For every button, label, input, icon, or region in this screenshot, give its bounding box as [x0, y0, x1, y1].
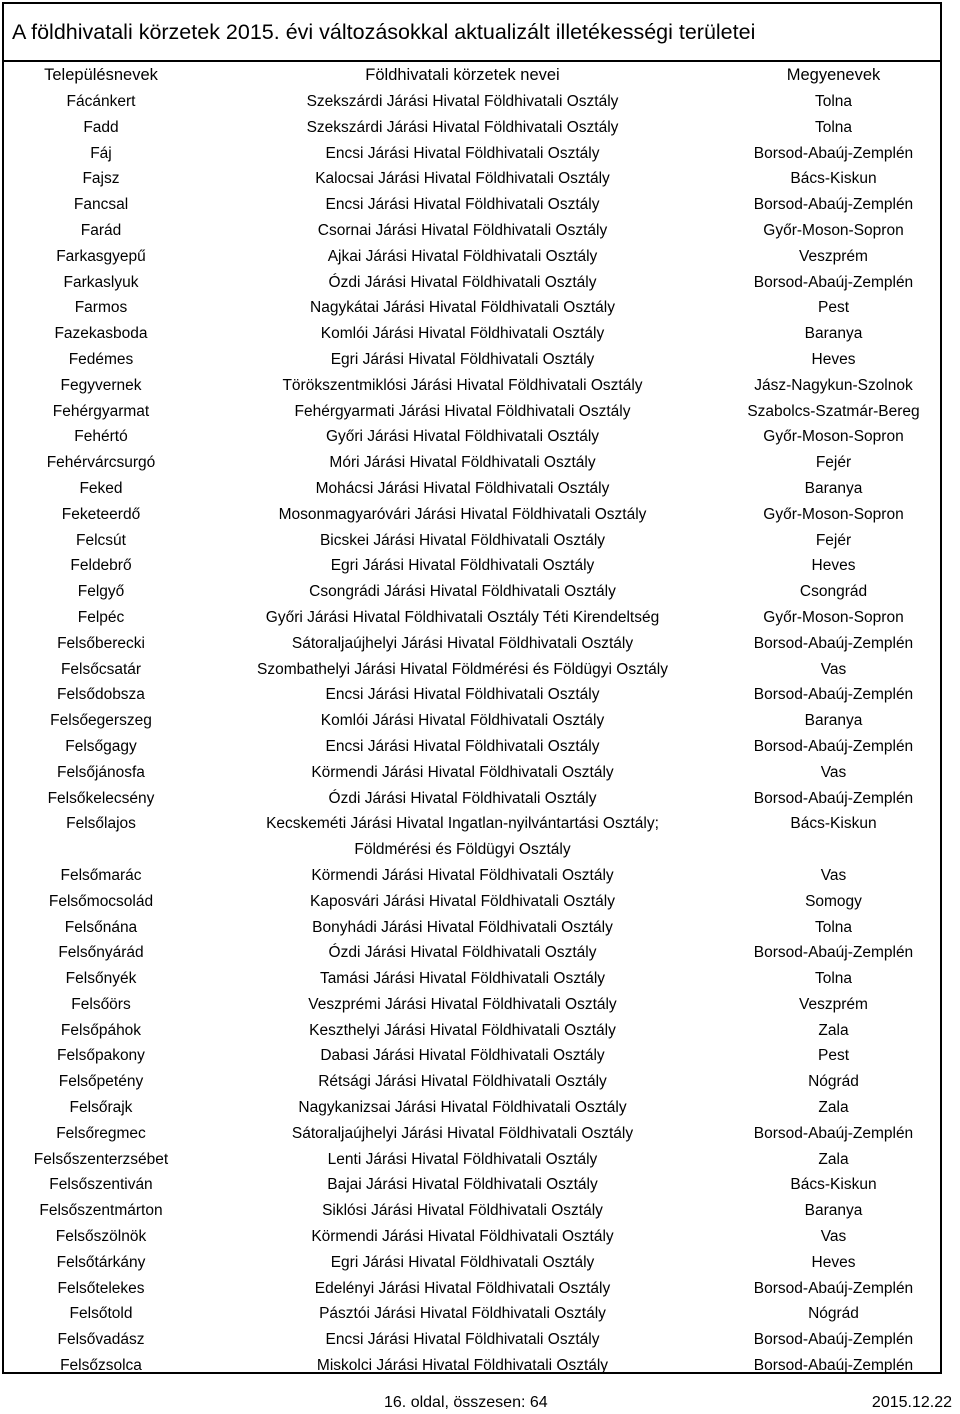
- table-row: [4, 450, 940, 476]
- table-row: [4, 1198, 940, 1224]
- county-cell: Baranya: [804, 1202, 863, 1220]
- settlement-cell: Fegyvernek: [60, 376, 142, 394]
- settlement-cell: Felsőnána: [64, 918, 138, 936]
- county-cell: Fejér: [815, 454, 852, 472]
- page-title: A földhivatali körzetek 2015. évi változásokkal aktualizált illetékességi területei: [4, 4, 940, 62]
- office-cell: Keszthelyi Járási Hivatal Földhivatali Osztály: [309, 1021, 616, 1039]
- county-cell: Baranya: [804, 712, 863, 730]
- county-cell: Bács-Kiskun: [790, 815, 877, 833]
- county-cell: Borsod-Abaúj-Zemplén: [753, 273, 914, 291]
- county-cell: Vas: [820, 763, 847, 781]
- office-cell: Siklósi Járási Hivatal Földhivatali Osztály: [322, 1202, 603, 1220]
- table-row: [4, 424, 940, 450]
- county-cell: Borsod-Abaúj-Zemplén: [753, 686, 914, 704]
- county-cell: Csongrád: [799, 583, 868, 601]
- office-cell: Sátoraljaújhelyi Járási Hivatal Földhivatali Osztály: [291, 1124, 634, 1142]
- office-cell: Körmendi Járási Hivatal Földhivatali Osztály: [311, 866, 614, 884]
- office-cell: Bonyhádi Járási Hivatal Földhivatali Osztály: [312, 918, 613, 936]
- table-row: [4, 347, 940, 373]
- county-cell: Bács-Kiskun: [790, 1176, 877, 1194]
- settlement-cell: Felsőszentiván: [49, 1176, 153, 1194]
- page-number: 16. oldal, összesen: 64: [384, 1394, 548, 1411]
- table-row: [4, 295, 940, 321]
- office-cell: Encsi Járási Hivatal Földhivatali Osztály: [325, 196, 600, 214]
- table-row: [4, 1121, 940, 1147]
- county-cell: Győr-Moson-Sopron: [763, 428, 904, 446]
- document-date: 2015.12.22: [871, 1394, 952, 1411]
- office-cell: Törökszentmiklósi Járási Hivatal Földhivatali Osztály: [282, 376, 643, 394]
- table-row: [4, 682, 940, 708]
- table-row: [4, 244, 940, 270]
- office-cell: Edelényi Járási Hivatal Földhivatali Osztály: [314, 1279, 611, 1297]
- settlement-cell: Fehérvárcsurgó: [46, 454, 156, 472]
- county-cell: Borsod-Abaúj-Zemplén: [753, 944, 914, 962]
- office-cell: Körmendi Járási Hivatal Földhivatali Osztály: [311, 763, 614, 781]
- settlement-cell: Felsőmarác: [60, 866, 142, 884]
- office-cell: Komlói Járási Hivatal Földhivatali Osztály: [320, 712, 605, 730]
- county-cell: Tolna: [814, 918, 853, 936]
- county-cell: Borsod-Abaúj-Zemplén: [753, 1357, 914, 1375]
- table-row: [4, 889, 940, 915]
- county-cell: Baranya: [804, 479, 863, 497]
- settlement-cell: Felsőberecki: [57, 634, 145, 652]
- office-cell: Szekszárdi Járási Hivatal Földhivatali Osztály: [306, 118, 619, 136]
- table-row: [4, 166, 940, 192]
- column-header-county: Megyenevek: [786, 66, 881, 84]
- table-row: [4, 605, 940, 631]
- table-row: [4, 192, 940, 218]
- table-row: [4, 1018, 940, 1044]
- county-cell: Borsod-Abaúj-Zemplén: [753, 737, 914, 755]
- office-cell: Csornai Járási Hivatal Földhivatali Osztály: [317, 221, 608, 239]
- table-row: [4, 760, 940, 786]
- county-cell: Tolna: [814, 93, 853, 110]
- county-cell: Tolna: [814, 970, 853, 988]
- settlement-cell: Felsővadász: [57, 1331, 145, 1349]
- settlement-cell: Felsőszölnök: [55, 1228, 147, 1246]
- county-cell: Veszprém: [799, 247, 868, 265]
- settlement-cell: Fajsz: [82, 170, 120, 188]
- settlement-cell: Feketeerdő: [61, 505, 141, 523]
- office-cell: Ózdi Járási Hivatal Földhivatali Osztály: [328, 944, 597, 962]
- office-cell: Egri Járási Hivatal Földhivatali Osztály: [330, 350, 595, 368]
- settlement-cell: Felsőmocsolád: [48, 892, 154, 910]
- county-cell: Nógrád: [808, 1073, 859, 1091]
- county-cell: Győr-Moson-Sopron: [763, 505, 904, 523]
- table-row: [4, 940, 940, 966]
- settlement-cell: Felsőlajos: [66, 815, 136, 833]
- column-header-office: Földhivatali körzetek nevei: [365, 66, 560, 84]
- settlement-cell: Felsőszentmárton: [39, 1202, 163, 1220]
- office-line: Földmérési és Földügyi Osztály: [354, 841, 571, 859]
- office-cell: Szombathelyi Járási Hivatal Földmérési és Földügyi Osztály: [257, 660, 668, 678]
- settlement-cell: Fáj: [90, 144, 112, 162]
- table-row: [4, 631, 940, 657]
- county-cell: Baranya: [804, 325, 863, 343]
- table-row: [4, 270, 940, 296]
- county-cell: Borsod-Abaúj-Zemplén: [753, 1331, 914, 1349]
- settlement-cell: Fancsal: [73, 196, 129, 214]
- settlement-cell: Felsőtelekes: [57, 1279, 145, 1297]
- office-cell: Miskolci Járási Hivatal Földhivatali Osztály: [316, 1357, 609, 1375]
- settlement-cell: Felsőpáhok: [60, 1021, 142, 1039]
- county-cell: Győr-Moson-Sopron: [763, 608, 904, 626]
- office-cell: Encsi Járási Hivatal Földhivatali Osztály: [325, 144, 600, 162]
- county-cell: Nógrád: [808, 1305, 859, 1323]
- table-row: [4, 321, 940, 347]
- table-row: [4, 141, 940, 167]
- office-cell: Ózdi Járási Hivatal Földhivatali Osztály: [328, 273, 597, 291]
- table-row: [4, 1353, 940, 1379]
- office-cell: Rétsági Járási Hivatal Földhivatali Osztály: [318, 1073, 607, 1091]
- office-cell: Ózdi Járási Hivatal Földhivatali Osztály: [328, 789, 597, 807]
- settlement-cell: Feked: [79, 479, 123, 497]
- settlement-cell: Felsőnyárád: [58, 944, 144, 962]
- county-cell: Pest: [817, 299, 849, 317]
- office-cell: Kalocsai Járási Hivatal Földhivatali Osztály: [315, 170, 610, 188]
- table-row: [4, 992, 940, 1018]
- county-cell: Borsod-Abaúj-Zemplén: [753, 634, 914, 652]
- settlement-cell: Felsőpakony: [57, 1047, 145, 1065]
- office-cell: Encsi Járási Hivatal Földhivatali Osztály: [325, 737, 600, 755]
- county-cell: Zala: [818, 1150, 849, 1168]
- office-line: Kecskeméti Járási Hivatal Ingatlan-nyilvántartási Osztály;: [266, 815, 659, 833]
- settlement-cell: Feldebrő: [70, 557, 132, 575]
- table-row: [4, 476, 940, 502]
- office-cell: Lenti Járási Hivatal Földhivatali Osztály: [327, 1150, 598, 1168]
- office-cell: Kaposvári Járási Hivatal Földhivatali Osztály: [310, 892, 615, 910]
- county-cell: Somogy: [805, 892, 862, 910]
- office-cell: Bicskei Járási Hivatal Földhivatali Osztály: [319, 531, 606, 549]
- table-row: [4, 1172, 940, 1198]
- office-cell: Győri Járási Hivatal Földhivatali Osztály: [325, 428, 600, 446]
- table-row: [4, 218, 940, 244]
- office-cell: Encsi Járási Hivatal Földhivatali Osztály: [325, 1331, 600, 1349]
- table-row: [4, 502, 940, 528]
- office-cell: Körmendi Járási Hivatal Földhivatali Osztály: [311, 1228, 614, 1246]
- settlement-cell: Felcsút: [76, 531, 126, 549]
- table-row: [4, 708, 940, 734]
- settlement-cell: Farád: [80, 221, 122, 239]
- office-cell: Tamási Járási Hivatal Földhivatali Osztály: [319, 970, 606, 988]
- county-cell: Vas: [820, 866, 847, 884]
- table-row: [4, 811, 940, 863]
- settlement-cell: Felsőcsatár: [60, 660, 142, 678]
- settlement-cell: Felsőregmec: [56, 1124, 146, 1142]
- county-cell: Heves: [811, 350, 856, 368]
- table-header-row: [4, 62, 940, 89]
- office-cell: Nagykátai Járási Hivatal Földhivatali Osztály: [310, 299, 615, 317]
- settlement-cell: Felsőtold: [69, 1305, 133, 1323]
- table-row: [4, 657, 940, 683]
- settlement-cell: Felsőrajk: [69, 1099, 133, 1117]
- table-row: [4, 966, 940, 992]
- office-cell: Egri Járási Hivatal Földhivatali Osztály: [330, 557, 595, 575]
- settlement-cell: Felsőtárkány: [56, 1253, 146, 1271]
- office-cell: Ajkai Járási Hivatal Földhivatali Osztály: [327, 247, 598, 265]
- office-cell: Veszprémi Járási Hivatal Földhivatali Osztály: [308, 995, 617, 1013]
- document-sheet: [2, 2, 942, 1374]
- settlement-cell: Felsődobsza: [57, 686, 145, 704]
- county-cell: Borsod-Abaúj-Zemplén: [753, 196, 914, 214]
- table-row: [4, 786, 940, 812]
- table-row: [4, 1301, 940, 1327]
- settlement-cell: Farmos: [74, 299, 128, 317]
- table-row: [4, 553, 940, 579]
- county-cell: Jász-Nagykun-Szolnok: [754, 376, 913, 394]
- jurisdiction-table: [4, 62, 940, 1379]
- table-row: [4, 579, 940, 605]
- office-cell: Mosonmagyaróvári Járási Hivatal Földhivatali Osztály: [278, 505, 647, 523]
- office-cell: Szekszárdi Járási Hivatal Földhivatali Osztály: [306, 93, 619, 110]
- office-cell: Csongrádi Járási Hivatal Földhivatali Osztály: [309, 583, 616, 601]
- county-cell: Vas: [820, 1228, 847, 1246]
- settlement-cell: Fazekasboda: [54, 325, 148, 343]
- office-cell: Móri Járási Hivatal Földhivatali Osztály: [329, 454, 596, 472]
- county-cell: Tolna: [814, 118, 853, 136]
- table-row: [4, 528, 940, 554]
- settlement-cell: Felsőkelecsény: [47, 789, 155, 807]
- office-cell: Pásztói Járási Hivatal Földhivatali Osztály: [319, 1305, 606, 1323]
- settlement-cell: Fácánkert: [66, 93, 136, 110]
- county-cell: Heves: [811, 1253, 856, 1271]
- settlement-cell: Farkasgyepű: [56, 247, 146, 265]
- table-row: [4, 1147, 940, 1173]
- county-cell: Szabolcs-Szatmár-Bereg: [747, 402, 920, 420]
- office-cell: Bajai Járási Hivatal Földhivatali Osztály: [327, 1176, 598, 1194]
- table-row: [4, 1095, 940, 1121]
- office-cell: Nagykanizsai Járási Hivatal Földhivatali Osztály: [298, 1099, 627, 1117]
- table-row: [4, 1043, 940, 1069]
- county-cell: Borsod-Abaúj-Zemplén: [753, 789, 914, 807]
- office-cell: [198, 811, 727, 863]
- table-row: [4, 373, 940, 399]
- office-cell: Fehérgyarmati Járási Hivatal Földhivatali Osztály: [294, 402, 631, 420]
- office-cell: Mohácsi Járási Hivatal Földhivatali Osztály: [315, 479, 610, 497]
- settlement-cell: Felsőjánosfa: [57, 763, 145, 781]
- table-row: [4, 1250, 940, 1276]
- settlement-cell: Felsőpetény: [58, 1073, 144, 1091]
- office-cell: Dabasi Járási Hivatal Földhivatali Osztály: [320, 1047, 605, 1065]
- county-cell: Borsod-Abaúj-Zemplén: [753, 1279, 914, 1297]
- county-cell: Heves: [811, 557, 856, 575]
- settlement-cell: Fadd: [83, 118, 119, 136]
- county-cell: Győr-Moson-Sopron: [763, 221, 904, 239]
- table-row: [4, 115, 940, 141]
- table-row: [4, 734, 940, 760]
- table-row: [4, 863, 940, 889]
- table-row: [4, 1224, 940, 1250]
- settlement-cell: Fehérgyarmat: [52, 402, 150, 420]
- settlement-cell: Felsőszenterzsébet: [33, 1150, 169, 1168]
- table-row: [4, 1276, 940, 1302]
- settlement-cell: Felsőegerszeg: [50, 712, 152, 730]
- table-row: [4, 89, 940, 115]
- settlement-cell: Felsőzsolca: [60, 1357, 142, 1375]
- office-cell: Sátoraljaújhelyi Járási Hivatal Földhivatali Osztály: [291, 634, 634, 652]
- table-row: [4, 1069, 940, 1095]
- county-cell: Zala: [818, 1021, 849, 1039]
- office-cell: Győri Járási Hivatal Földhivatali Osztály Téti Kirendeltség: [265, 608, 660, 626]
- settlement-cell: Fehértó: [74, 428, 128, 446]
- county-cell: Zala: [818, 1099, 849, 1117]
- table-row: [4, 915, 940, 941]
- settlement-cell: Felgyő: [77, 583, 125, 601]
- county-cell: Bács-Kiskun: [790, 170, 877, 188]
- county-cell: Veszprém: [799, 995, 868, 1013]
- column-header-settlement: Településnevek: [44, 66, 158, 84]
- county-cell: Fejér: [815, 531, 852, 549]
- settlement-cell: Fedémes: [68, 350, 134, 368]
- county-cell: Vas: [820, 660, 847, 678]
- table-body: [4, 89, 940, 1379]
- settlement-cell: Felpéc: [77, 608, 125, 626]
- settlement-cell: Farkaslyuk: [63, 273, 139, 291]
- county-cell: Borsod-Abaúj-Zemplén: [753, 1124, 914, 1142]
- settlement-cell: Felsőörs: [71, 995, 131, 1013]
- table-row: [4, 399, 940, 425]
- table-row: [4, 1327, 940, 1353]
- office-cell: Komlói Járási Hivatal Földhivatali Osztály: [320, 325, 605, 343]
- office-cell: Encsi Járási Hivatal Földhivatali Osztály: [325, 686, 600, 704]
- settlement-cell: Felsőgagy: [65, 737, 137, 755]
- settlement-cell: Felsőnyék: [65, 970, 137, 988]
- county-cell: Borsod-Abaúj-Zemplén: [753, 144, 914, 162]
- office-cell: Egri Járási Hivatal Földhivatali Osztály: [330, 1253, 595, 1271]
- county-cell: Pest: [817, 1047, 849, 1065]
